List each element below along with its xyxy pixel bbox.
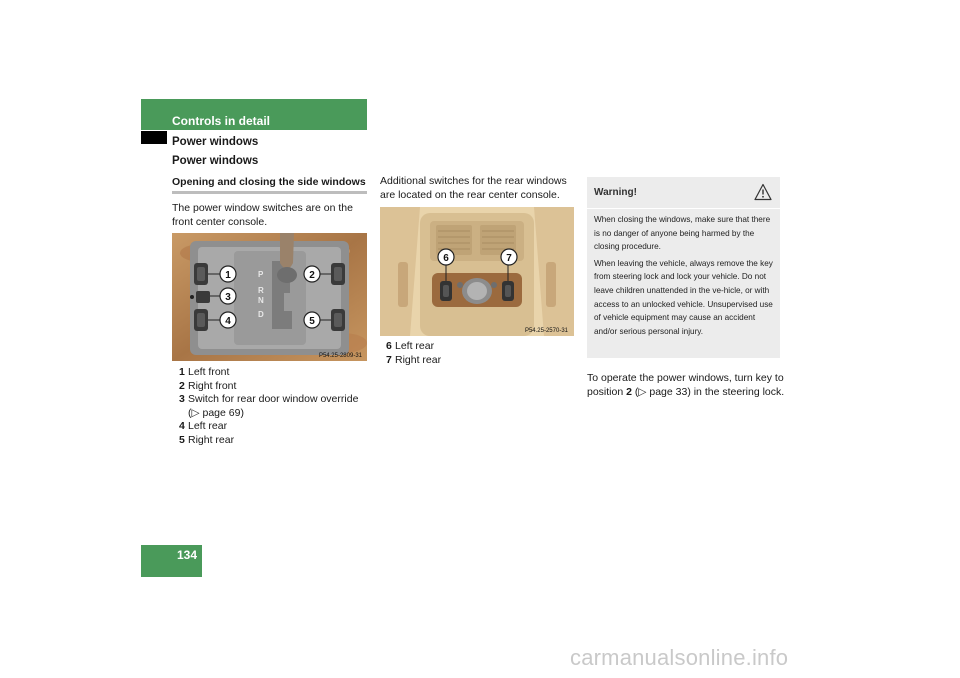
legend-item: 7 Right rear xyxy=(386,353,442,366)
watermark: carmanualsonline.info xyxy=(570,645,789,670)
legend-item: 2 Right front xyxy=(179,379,237,392)
legend-item: 3 Switch for rear door window override xyxy=(179,393,359,406)
callout-5 xyxy=(304,312,320,328)
svg-text:2: 2 xyxy=(309,270,315,281)
legend-item: 6 Left rear xyxy=(386,340,435,352)
svg-text:7: 7 xyxy=(506,253,512,264)
legend-item: 4 Left rear xyxy=(179,420,228,433)
warning-triangle-icon xyxy=(754,183,772,201)
svg-text:1: 1 xyxy=(225,270,231,281)
legend-rear xyxy=(386,340,566,367)
figure-code: P54.25-2809-31 xyxy=(318,353,362,359)
switch-rear-left xyxy=(440,281,452,301)
page-number: 134 xyxy=(176,548,197,562)
section-title: Power windows xyxy=(172,136,259,148)
section-heading: Opening and closing the side windows xyxy=(172,176,367,194)
legend-item: 1 Left front xyxy=(179,366,230,378)
key-position: 2 xyxy=(626,385,632,398)
front-console-figure xyxy=(172,233,367,361)
chapter-title: Controls in detail xyxy=(172,114,271,128)
switch-right-rear xyxy=(331,309,345,331)
svg-text:4: 4 xyxy=(225,316,231,327)
legend-front xyxy=(179,366,369,448)
warning-paragraph: When closing the windows, make sure that there is no danger of anyone being harmed by the closing procedure. xyxy=(594,215,771,252)
callout-6 xyxy=(438,249,454,265)
gear-letter-d: D xyxy=(258,310,264,319)
switch-left-rear xyxy=(194,309,208,331)
gear-letter-n: N xyxy=(258,296,264,305)
svg-text:5: 5 xyxy=(309,316,315,327)
section-marker xyxy=(141,131,167,144)
intro-paragraph: The power window switches are on the front center console. xyxy=(172,202,353,228)
gear-letter-r: R xyxy=(258,286,264,295)
switch-rear-right xyxy=(502,281,514,301)
warning-title: Warning! xyxy=(594,187,637,198)
callout-3 xyxy=(220,288,236,304)
warning-divider xyxy=(587,208,780,209)
svg-text:3: 3 xyxy=(225,292,231,303)
callout-7 xyxy=(501,249,517,265)
warning-body xyxy=(594,213,776,341)
rear-switch-paragraph: Additional switches for the rear windows are located on the rear center console. xyxy=(380,175,567,201)
subsection-title: Power windows xyxy=(172,155,259,167)
callout-1 xyxy=(220,266,236,282)
warning-paragraph: When leaving the vehicle, always remove the key from steering lock and lock your vehicle. Do not leave children unattended in the ve-hicle, or with access to an unlocked vehicle. Unsupervised use of vehicle equipment may cause an accident and/or serious personal injury. xyxy=(594,258,773,336)
svg-text:6: 6 xyxy=(443,253,449,264)
callout-2 xyxy=(304,266,320,282)
gear-letter-p: P xyxy=(258,270,264,279)
callout-4 xyxy=(220,312,236,328)
legend-item: 5 Right rear xyxy=(179,433,235,446)
switch-right-front xyxy=(331,263,345,285)
legend-item-ref: (▷ page 69) xyxy=(188,406,244,419)
operate-paragraph: To operate the power windows, turn key to position 2 (▷ page 33) in the steering lock. xyxy=(587,372,785,398)
switch-left-front xyxy=(194,263,208,285)
figure-code: P54.25-2570-31 xyxy=(524,328,568,334)
rear-console-figure xyxy=(380,207,574,336)
